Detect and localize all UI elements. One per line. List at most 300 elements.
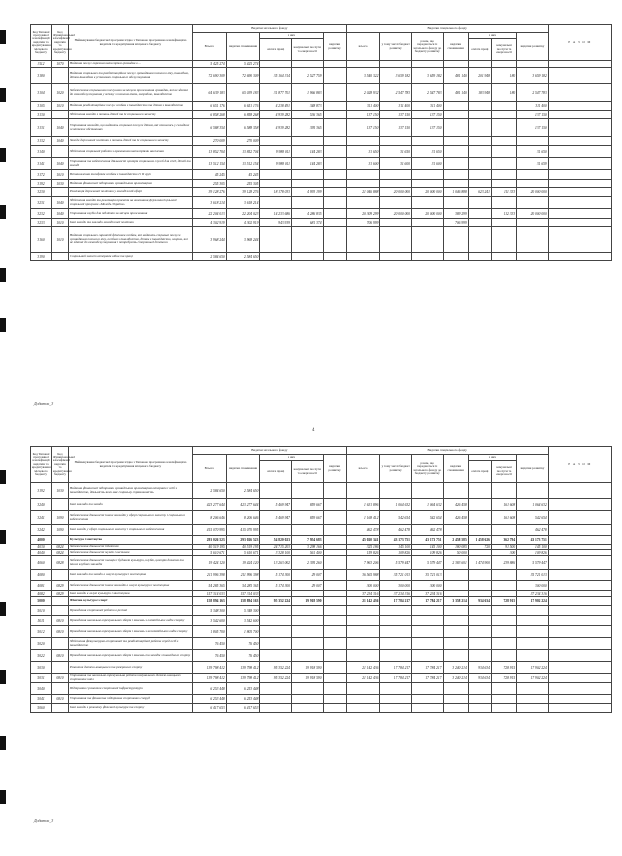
value-cell bbox=[260, 683, 292, 695]
value-cell bbox=[548, 695, 611, 704]
value-cell: 3 659 182 bbox=[380, 68, 412, 84]
value-cell: 300 bbox=[491, 550, 516, 556]
program-name-cell: Утримання та навчально-тренувальна робота комунальних дитячо-юнацьких спортивних шкіл bbox=[68, 674, 192, 683]
program-name-cell: Утримання та забезпечення діяльності центрів соціальних служб для сім'ї, дітей та молоді bbox=[68, 158, 192, 170]
program-code-cell: 5020 bbox=[31, 638, 52, 650]
value-cell: 6 651 176 bbox=[193, 102, 227, 111]
value-cell: 7 954 683 bbox=[291, 536, 323, 545]
value-cell bbox=[443, 102, 468, 111]
value-cell bbox=[517, 180, 549, 188]
value-cell: 17 784 217 bbox=[380, 597, 412, 606]
value-cell bbox=[548, 119, 611, 137]
value-cell: 6 588 354 bbox=[193, 119, 227, 137]
value-cell: 7 963 206 bbox=[346, 556, 380, 570]
value-cell: 37 234 316 bbox=[517, 591, 549, 597]
value-cell: 255 305 bbox=[226, 180, 260, 188]
value-cell bbox=[443, 170, 468, 180]
program-code-cell: 3140 bbox=[31, 146, 52, 158]
value-cell bbox=[443, 638, 468, 650]
value-cell: 4 238 491 bbox=[260, 102, 292, 111]
value-cell bbox=[491, 616, 516, 626]
value-cell: 137 150 bbox=[517, 111, 549, 119]
function-code-cell: 0829 bbox=[52, 591, 69, 597]
function-code-cell: 0810 bbox=[52, 650, 69, 662]
value-cell: 157 314 033 bbox=[226, 591, 260, 597]
value-cell bbox=[411, 137, 443, 146]
function-code-cell: 1040 bbox=[52, 119, 69, 137]
value-cell bbox=[323, 683, 346, 695]
value-cell: 6 417 653 bbox=[193, 704, 227, 713]
value-cell bbox=[323, 146, 346, 158]
value-cell: 21 142 436 bbox=[346, 674, 380, 683]
value-cell bbox=[548, 662, 611, 674]
value-cell: 6 253 448 bbox=[226, 683, 260, 695]
value-cell bbox=[260, 650, 292, 662]
table-row bbox=[31, 253, 612, 261]
value-cell bbox=[291, 650, 323, 662]
value-cell: 3 618 214 bbox=[226, 197, 260, 209]
value-cell: 6 651 176 bbox=[226, 102, 260, 111]
value-cell bbox=[291, 704, 323, 713]
value-cell bbox=[411, 695, 443, 704]
value-cell bbox=[491, 219, 516, 227]
scan-mark bbox=[0, 30, 6, 44]
value-cell: 45 020 341 bbox=[346, 536, 380, 545]
value-cell: 180 bbox=[491, 68, 516, 84]
value-cell bbox=[260, 616, 292, 626]
value-cell bbox=[468, 683, 491, 695]
value-cell: 5 469 947 bbox=[260, 511, 292, 525]
value-cell bbox=[346, 683, 380, 695]
value-cell: 8 206 646 bbox=[193, 511, 227, 525]
value-cell: 728 915 bbox=[491, 674, 516, 683]
value-cell: 95 352 224 bbox=[260, 674, 292, 683]
scan-mark bbox=[0, 470, 6, 484]
value-cell: 859 667 bbox=[291, 499, 323, 511]
value-cell: 137 150 bbox=[380, 111, 412, 119]
table-row bbox=[31, 616, 612, 626]
value-cell bbox=[323, 253, 346, 261]
value-cell bbox=[491, 158, 516, 170]
value-cell: 180 bbox=[491, 84, 516, 102]
header-transferred: разом, що передаються із загального фонду до бюджету розвитку bbox=[411, 33, 443, 61]
program-name-cell: Утримання закладів, що надають соціальні послуги дітям, які опинились у складних життєвих обставинах bbox=[68, 119, 192, 137]
value-cell: 24 715 203 bbox=[260, 545, 292, 550]
value-cell bbox=[291, 626, 323, 638]
scan-mark bbox=[0, 530, 6, 544]
value-cell bbox=[468, 638, 491, 650]
value-cell: 20 000 000 bbox=[380, 188, 412, 197]
value-cell: 1 064 632 bbox=[517, 499, 549, 511]
header-total-special: всього bbox=[346, 455, 380, 483]
function-code-cell bbox=[52, 597, 69, 606]
value-cell: 137 150 bbox=[346, 119, 380, 137]
value-cell bbox=[411, 483, 443, 499]
value-cell: 40 519 195 bbox=[226, 545, 260, 550]
header-total-sum: Р А З О М bbox=[548, 25, 611, 61]
value-cell bbox=[468, 209, 491, 219]
value-cell: 19 424 120 bbox=[226, 556, 260, 570]
value-cell bbox=[548, 180, 611, 188]
value-cell bbox=[346, 61, 380, 68]
program-code-cell: 5031 bbox=[31, 674, 52, 683]
value-cell bbox=[491, 227, 516, 253]
program-code-cell: 3132 bbox=[31, 137, 52, 146]
value-cell: 6 253 448 bbox=[193, 695, 227, 704]
value-cell bbox=[548, 253, 611, 261]
value-cell: 3 328 100 bbox=[260, 550, 292, 556]
value-cell bbox=[443, 197, 468, 209]
value-cell bbox=[291, 616, 323, 626]
value-cell bbox=[491, 695, 516, 704]
value-cell bbox=[548, 158, 611, 170]
value-cell bbox=[380, 616, 412, 626]
value-cell bbox=[411, 253, 443, 261]
program-code-cell: 4000 bbox=[31, 536, 52, 545]
value-cell bbox=[346, 253, 380, 261]
value-cell bbox=[323, 180, 346, 188]
value-cell bbox=[260, 180, 292, 188]
value-cell bbox=[411, 638, 443, 650]
program-name-cell: Забезпечення соціальними послугами за місцем проживання громадян, які не здатні до самообслуговування у зв'язку з похилим віком, хворобою, інвалідністю bbox=[68, 84, 192, 102]
header-consumption: видатки споживання bbox=[443, 455, 468, 483]
program-name-cell: Забезпечення діяльності бібліотек bbox=[68, 545, 192, 550]
value-cell: 325 186 bbox=[346, 545, 380, 550]
value-cell: 112 333 bbox=[491, 209, 516, 219]
header-salary: оплата праці bbox=[260, 461, 292, 483]
value-cell: 161 608 bbox=[491, 499, 516, 511]
table-row bbox=[31, 695, 612, 704]
table-row bbox=[31, 137, 612, 146]
value-cell bbox=[548, 137, 611, 146]
value-cell: 536 365 bbox=[291, 111, 323, 119]
function-code-cell bbox=[52, 662, 69, 674]
value-cell: 1 631 896 bbox=[346, 499, 380, 511]
header-total-sum: Р А З О М bbox=[548, 447, 611, 483]
value-cell: 20 000 000 bbox=[411, 188, 443, 197]
value-cell bbox=[468, 606, 491, 616]
value-cell: 21 046 888 bbox=[346, 188, 380, 197]
table-row bbox=[31, 536, 612, 545]
scan-mark bbox=[0, 148, 6, 162]
header-of-them-special: з них bbox=[468, 33, 516, 39]
function-code-cell bbox=[52, 536, 69, 545]
value-cell: 19 918 590 bbox=[291, 597, 323, 606]
program-name-cell: Реалізація державної політики у молодіжній сфері bbox=[68, 188, 192, 197]
scan-mark bbox=[0, 268, 6, 282]
value-cell bbox=[517, 606, 549, 616]
value-cell bbox=[291, 483, 323, 499]
program-name-cell: Підтримка і розвиток спортивної інфраструктури bbox=[68, 683, 192, 695]
value-cell: 144 283 bbox=[291, 158, 323, 170]
program-code-cell: 3160 bbox=[31, 227, 52, 253]
program-code-cell: 3192 bbox=[31, 180, 52, 188]
value-cell: 2 584 650 bbox=[226, 253, 260, 261]
value-cell: 36 565 988 bbox=[346, 570, 380, 581]
table-row bbox=[31, 626, 612, 638]
program-name-cell: Інші заклади та заходи в галузі культури і мистецтва bbox=[68, 570, 192, 581]
value-cell bbox=[443, 606, 468, 616]
value-cell: 31 600 bbox=[346, 158, 380, 170]
value-cell: 1 064 632 bbox=[411, 499, 443, 511]
value-cell: 1 474 900 bbox=[468, 556, 491, 570]
value-cell: 31 659 bbox=[517, 158, 549, 170]
program-code-cell: 5040 bbox=[31, 683, 52, 695]
value-cell: 5 579 447 bbox=[411, 556, 443, 570]
program-name-cell: Забезпечення діяльності палаців i будинків культури, клубів, центрів дозвілля та інших клубних закладів bbox=[68, 556, 192, 570]
value-cell: 22 204 013 bbox=[193, 209, 227, 219]
value-cell: 2 547 783 bbox=[380, 84, 412, 102]
value-cell: 18 178 033 bbox=[260, 188, 292, 197]
value-cell bbox=[517, 638, 549, 650]
value-cell: 39 128 276 bbox=[226, 188, 260, 197]
value-cell: 109 826 bbox=[380, 550, 412, 556]
function-code-cell: 0810 bbox=[52, 674, 69, 683]
value-cell bbox=[491, 626, 516, 638]
value-cell bbox=[548, 68, 611, 84]
program-code-cell: 3112 bbox=[31, 61, 52, 68]
function-code-cell bbox=[52, 683, 69, 695]
value-cell bbox=[346, 638, 380, 650]
value-cell bbox=[517, 227, 549, 253]
header-budget-dev: у тому числі бюджет розвитку bbox=[380, 455, 412, 483]
value-cell bbox=[291, 227, 323, 253]
value-cell bbox=[260, 626, 292, 638]
value-cell: 76 450 bbox=[193, 650, 227, 662]
value-cell bbox=[548, 499, 611, 511]
value-cell bbox=[443, 683, 468, 695]
value-cell bbox=[517, 137, 549, 146]
budget-table bbox=[30, 446, 612, 713]
value-cell bbox=[291, 253, 323, 261]
value-cell: 76 450 bbox=[193, 638, 227, 650]
table-row bbox=[31, 556, 612, 570]
program-code-cell: 5041 bbox=[31, 695, 52, 704]
value-cell: 76 450 bbox=[226, 650, 260, 662]
value-cell: 542 654 bbox=[517, 511, 549, 525]
value-cell: 14 233 686 bbox=[260, 209, 292, 219]
function-code-cell bbox=[52, 570, 69, 581]
value-cell bbox=[468, 525, 491, 536]
function-code-cell: 0810 bbox=[52, 616, 69, 626]
value-cell bbox=[443, 525, 468, 536]
value-cell bbox=[323, 626, 346, 638]
table-row bbox=[31, 219, 612, 227]
program-name-cell: Проведення навчально-тренувальних зборів і змагань та заходів з інвалідного спорту bbox=[68, 650, 192, 662]
value-cell bbox=[468, 570, 491, 581]
value-cell bbox=[548, 525, 611, 536]
header-salary: оплата праці bbox=[260, 39, 292, 61]
value-cell bbox=[491, 483, 516, 499]
function-code-cell: 1040 bbox=[52, 197, 69, 209]
value-cell: 481 140 bbox=[443, 84, 468, 102]
value-cell: 293 026 523 bbox=[193, 536, 227, 545]
function-code-cell bbox=[52, 704, 69, 713]
program-name-cell: Проведення навчально-тренувальних зборів і змагань з неолімпійських видів спорту bbox=[68, 626, 192, 638]
value-cell bbox=[323, 158, 346, 170]
function-code-cell: 1070 bbox=[52, 61, 69, 68]
scan-mark bbox=[0, 736, 6, 750]
program-name-cell: Утримання та фінансова підтримка спортивних споруд bbox=[68, 695, 192, 704]
value-cell bbox=[323, 525, 346, 536]
value-cell bbox=[291, 170, 323, 180]
table-row bbox=[31, 146, 612, 158]
value-cell: 20 000 000 bbox=[380, 209, 412, 219]
value-cell: 31 600 bbox=[411, 158, 443, 170]
program-name-cell: Заходи державної політики з питань дітей та їх соціального захисту bbox=[68, 137, 192, 146]
value-cell bbox=[260, 638, 292, 650]
value-cell: 43 173 751 bbox=[411, 536, 443, 545]
value-cell: 9 988 011 bbox=[260, 158, 292, 170]
value-cell bbox=[260, 525, 292, 536]
value-cell: 19 424 120 bbox=[193, 556, 227, 570]
value-cell: 1 805 700 bbox=[226, 626, 260, 638]
scan-mark bbox=[0, 318, 6, 332]
function-code-cell: 1010 bbox=[52, 102, 69, 111]
header-utilities: комунальні послуги та енергоносії bbox=[291, 39, 323, 61]
value-cell: 300 000 bbox=[380, 581, 412, 591]
header-current: видатки споживання bbox=[226, 455, 260, 483]
value-cell: 161 608 bbox=[491, 511, 516, 525]
table-row bbox=[31, 638, 612, 650]
value-cell bbox=[548, 227, 611, 253]
table-row bbox=[31, 111, 612, 119]
scan-mark bbox=[0, 790, 6, 804]
value-cell bbox=[443, 180, 468, 188]
value-cell: 20 309 299 bbox=[346, 209, 380, 219]
value-cell: 17 784 217 bbox=[380, 674, 412, 683]
value-cell bbox=[323, 597, 346, 606]
header-total: Всього bbox=[193, 455, 227, 483]
value-cell bbox=[260, 704, 292, 713]
value-cell: 300 000 bbox=[411, 581, 443, 591]
value-cell: 362 794 bbox=[491, 536, 516, 545]
header-total: Всього bbox=[193, 33, 227, 61]
function-code-cell: 0824 bbox=[52, 550, 69, 556]
value-cell: 31 650 bbox=[411, 146, 443, 158]
value-cell: 43 173 751 bbox=[517, 536, 549, 545]
value-cell bbox=[548, 111, 611, 119]
value-cell bbox=[323, 570, 346, 581]
value-cell: 50 000 bbox=[443, 550, 468, 556]
value-cell bbox=[443, 570, 468, 581]
table-row bbox=[31, 597, 612, 606]
value-cell bbox=[443, 626, 468, 638]
header-function-code: Код Функціональної класифікації видатків та кредитування бюджету bbox=[52, 25, 69, 61]
value-cell bbox=[323, 499, 346, 511]
table-row bbox=[31, 84, 612, 102]
value-cell: 17 784 217 bbox=[411, 597, 443, 606]
table-row bbox=[31, 674, 612, 683]
value-cell: 2 584 650 bbox=[193, 483, 227, 499]
value-cell: 158 894 163 bbox=[226, 597, 260, 606]
program-name-cell: Проведення навчально-тренувальних зборів і змагань з олімпійських видів спорту bbox=[68, 616, 192, 626]
value-cell: 561 400 bbox=[291, 550, 323, 556]
function-code-cell: 1030 bbox=[52, 483, 69, 499]
value-cell: 462 478 bbox=[380, 525, 412, 536]
program-name-cell: Інші заклади та заходи bbox=[68, 499, 192, 511]
value-cell bbox=[380, 180, 412, 188]
value-cell: 426 458 bbox=[443, 499, 468, 511]
value-cell: 13 263 002 bbox=[260, 556, 292, 570]
value-cell bbox=[443, 253, 468, 261]
value-cell: 37 234 316 bbox=[346, 591, 380, 597]
value-cell: 159 826 bbox=[346, 550, 380, 556]
value-cell: 3 540 322 bbox=[346, 68, 380, 84]
value-cell bbox=[491, 253, 516, 261]
value-cell: 348 873 bbox=[291, 102, 323, 111]
value-cell bbox=[468, 102, 491, 111]
budget-table-part-1 bbox=[30, 24, 612, 261]
value-cell: 2 584 650 bbox=[226, 483, 260, 499]
program-name-cell: Надання соціальних та реабілітаційних послуг громадянам похилого віку, інвалідам, дітям-інвалідам в установах соціального обслуговування bbox=[68, 68, 192, 84]
value-cell bbox=[517, 170, 549, 180]
table-row bbox=[31, 170, 612, 180]
table-row bbox=[31, 61, 612, 68]
value-cell bbox=[346, 170, 380, 180]
value-cell bbox=[380, 606, 412, 616]
value-cell: 35 721 013 bbox=[517, 570, 549, 581]
header-development-special: видатки розвитку bbox=[517, 455, 549, 483]
value-cell bbox=[491, 137, 516, 146]
value-cell bbox=[468, 581, 491, 591]
value-cell bbox=[468, 616, 491, 626]
table-row bbox=[31, 606, 612, 616]
table-row bbox=[31, 499, 612, 511]
value-cell bbox=[468, 111, 491, 119]
value-cell: 5 174 300 bbox=[260, 570, 292, 581]
value-cell bbox=[491, 102, 516, 111]
program-name-cell: Інші заходи та заклади молодіжної політики bbox=[68, 219, 192, 227]
value-cell bbox=[380, 638, 412, 650]
program-name-cell: Надання соціальних гарантій фізичним особам, які надають соціальні послуги громадянам похилого віку, особам з інвалідністю, дітям з інвалідністю, хворим, які не здатні до самообслуговування і потребують сторонньої допомоги bbox=[68, 227, 192, 253]
value-cell: 5 610 671 bbox=[193, 550, 227, 556]
value-cell bbox=[443, 119, 468, 137]
value-cell bbox=[346, 137, 380, 146]
value-cell: 2 028 932 bbox=[346, 84, 380, 102]
program-code-cell: 3233 bbox=[31, 219, 52, 227]
program-code-cell: 3141 bbox=[31, 158, 52, 170]
value-cell: 2 547 783 bbox=[517, 84, 549, 102]
value-cell: 13 512 154 bbox=[193, 158, 227, 170]
value-cell: 139 798 412 bbox=[226, 674, 260, 683]
value-cell: 13 512 154 bbox=[226, 158, 260, 170]
value-cell bbox=[260, 197, 292, 209]
value-cell bbox=[323, 111, 346, 119]
value-cell: 17 902 224 bbox=[517, 662, 549, 674]
program-code-cell: 3240 bbox=[31, 499, 52, 511]
table-row bbox=[31, 483, 612, 499]
page-number: 4 bbox=[312, 428, 315, 433]
value-cell bbox=[323, 511, 346, 525]
value-cell bbox=[548, 61, 611, 68]
value-cell: 6 253 448 bbox=[193, 683, 227, 695]
value-cell bbox=[323, 119, 346, 137]
table-row bbox=[31, 704, 612, 713]
value-cell bbox=[291, 197, 323, 209]
value-cell: 22 204 023 bbox=[226, 209, 260, 219]
value-cell bbox=[380, 137, 412, 146]
value-cell bbox=[548, 638, 611, 650]
value-cell bbox=[468, 180, 491, 188]
value-cell: 20 000 000 bbox=[411, 209, 443, 219]
value-cell bbox=[323, 674, 346, 683]
value-cell bbox=[491, 111, 516, 119]
value-cell bbox=[260, 170, 292, 180]
header-salary-special: оплата праці bbox=[468, 39, 491, 61]
value-cell: 1 966 883 bbox=[291, 84, 323, 102]
value-cell: 2 458 585 bbox=[443, 536, 468, 545]
